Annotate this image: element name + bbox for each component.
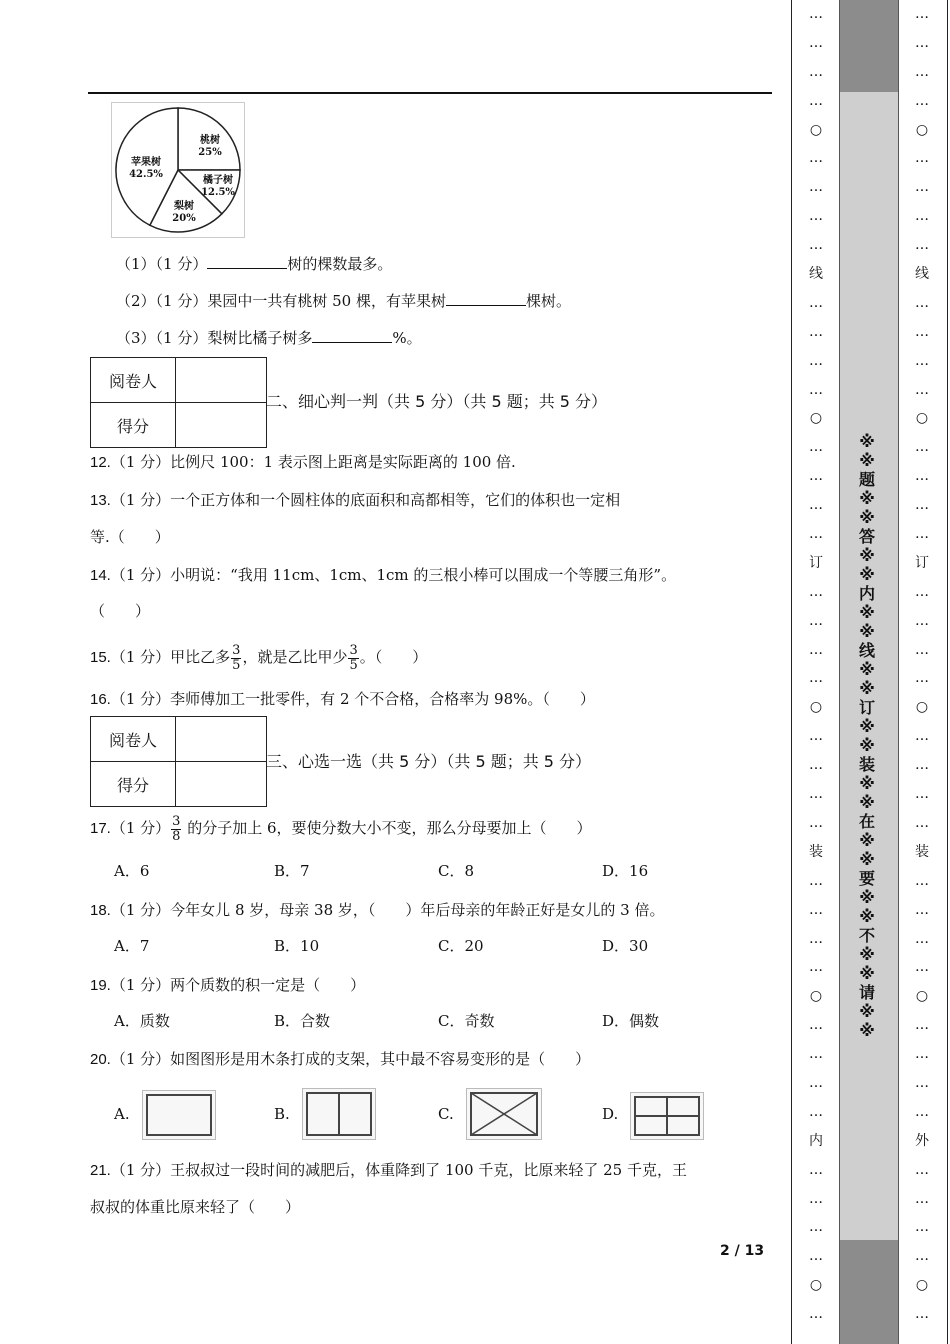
question-15-number: 15. (90, 649, 111, 666)
warning-char: ※ (859, 850, 875, 869)
binding-dots: … (809, 1190, 823, 1207)
binding-label: 外 (915, 1132, 929, 1149)
binding-dots: … (809, 526, 823, 543)
binding-circle-icon: ○ (915, 699, 929, 716)
pie-chart-frame (111, 102, 245, 238)
binding-dots: … (809, 34, 823, 51)
question-17 (90, 813, 592, 844)
question-20-number: 20. (90, 1051, 111, 1068)
margin-gray-top (839, 0, 899, 92)
frame-divided-rectangle-figure (302, 1088, 376, 1140)
binding-dots: … (809, 381, 823, 398)
warning-char: ※ (859, 660, 875, 679)
section3-title: 三、心选一选（共 5 分）（共 5 题；共 5 分） (266, 752, 592, 771)
question-20-text: （1 分）如图图形是用木条打成的支架，其中最不容易变形的是（ ） (110, 1050, 591, 1068)
binding-dots: … (915, 1074, 929, 1091)
margin-line-right (947, 0, 948, 1344)
binding-dots: … (915, 439, 929, 456)
question-21-cont: 叔叔的体重比原来轻了（ ） (90, 1198, 301, 1216)
warning-char: 线 (858, 641, 875, 660)
question-16-text: （1 分）李师傅加工一批零件，有 2 个不合格，合格率为 98%。（ ） (110, 690, 595, 708)
sub-question-3-suffix: %。 (392, 329, 422, 347)
binding-dots: … (915, 468, 929, 485)
question-20 (90, 1049, 590, 1070)
question-17-number: 17. (90, 820, 111, 837)
question-21-number: 21. (90, 1162, 111, 1179)
binding-dots: … (915, 1190, 929, 1207)
q20-option-b[interactable]: B. (274, 1105, 290, 1123)
fraction-numerator: 3 (172, 813, 181, 829)
q17-option-a[interactable]: A．6 (114, 862, 150, 880)
binding-circle-icon: ○ (809, 988, 823, 1005)
binding-dots: … (809, 1017, 823, 1034)
question-16 (90, 689, 595, 710)
binding-dots: … (915, 1219, 929, 1236)
pie-percent-4: 42.5% (129, 169, 163, 180)
question-13-cont: 等.（ ） (90, 528, 170, 546)
warning-char: ※ (859, 1021, 875, 1040)
binding-dots: … (915, 1248, 929, 1265)
warning-char: ※ (859, 964, 875, 983)
warning-char: ※ (859, 432, 875, 451)
question-15-text-c: 。（ ） (359, 648, 428, 666)
q18-option-d[interactable]: D．30 (602, 937, 649, 955)
question-14-number: 14. (90, 567, 111, 584)
reviewer-cell[interactable] (176, 358, 267, 403)
question-14 (90, 565, 676, 586)
answer-blank-3[interactable] (312, 328, 392, 343)
question-19-text: （1 分）两个质数的积一定是（ ） (110, 976, 366, 994)
binding-label: 装 (915, 843, 929, 860)
binding-dots: … (915, 323, 929, 340)
binding-dots: … (809, 786, 823, 803)
warning-char: 在 (858, 812, 875, 831)
warning-char: ※ (859, 888, 875, 907)
binding-dots: … (809, 1046, 823, 1063)
binding-dots: … (809, 294, 823, 311)
binding-dots: … (915, 814, 929, 831)
binding-dots: … (915, 381, 929, 398)
question-13-text: （1 分）一个正方体和一个圆柱体的底面积和高都相等，它们的体积也一定相 (110, 491, 621, 509)
question-17-text: 的分子加上 6，要使分数大小不变，那么分母要加上（ ） (187, 819, 592, 837)
binding-dots: … (809, 583, 823, 600)
sub-question-3 (116, 328, 422, 348)
binding-dots: … (915, 208, 929, 225)
pie-label-3: 梨树 (174, 201, 194, 212)
binding-dots: … (809, 439, 823, 456)
fraction-denominator: 8 (172, 828, 181, 844)
warning-char: ※ (859, 489, 875, 508)
q19-option-a[interactable]: A．质数 (114, 1012, 170, 1030)
question-15-text-b: ，就是乙比甲少 (242, 648, 348, 666)
warning-char: ※ (859, 565, 875, 584)
q19-option-b[interactable]: B．合数 (274, 1012, 331, 1030)
sub-question-1-suffix: 树的棵数最多。 (287, 255, 393, 273)
pie-label-1: 桃树 (200, 135, 220, 146)
binding-dots: … (915, 1103, 929, 1120)
question-13-number: 13. (90, 492, 111, 509)
binding-dots: … (809, 497, 823, 514)
score-cell[interactable] (176, 403, 267, 448)
binding-circle-icon: ○ (809, 121, 823, 138)
reviewer-cell[interactable] (176, 717, 267, 762)
binding-dots: … (915, 959, 929, 976)
binding-dots: … (915, 786, 929, 803)
binding-dots: … (915, 63, 929, 80)
binding-dots: … (915, 179, 929, 196)
binding-dots: … (915, 150, 929, 167)
warning-char: 不 (858, 926, 875, 945)
binding-dots: … (809, 179, 823, 196)
binding-dots: … (809, 6, 823, 22)
binding-label: 线 (809, 266, 823, 283)
binding-dots: … (915, 1306, 929, 1323)
binding-dots: … (915, 757, 929, 774)
margin-warning-text (852, 432, 882, 1040)
q17-option-b[interactable]: B．7 (274, 862, 310, 880)
question-14-cont: （ ） (90, 602, 151, 620)
answer-blank-2[interactable] (446, 291, 526, 306)
binding-label: 内 (809, 1132, 823, 1149)
binding-dots: … (809, 641, 823, 658)
binding-dots: … (915, 1017, 929, 1034)
margin-divider-right (898, 0, 899, 1344)
q19-option-c[interactable]: C．奇数 (438, 1012, 495, 1030)
binding-dots: … (915, 294, 929, 311)
warning-char: 请 (858, 983, 875, 1002)
binding-dots: … (915, 352, 929, 369)
section2-title: 二、细心判一判（共 5 分）（共 5 题；共 5 分） (266, 392, 608, 411)
score-cell[interactable] (176, 762, 267, 807)
question-14-text: （1 分）小明说：“我用 11cm、1cm、1cm 的三根小棒可以围成一个等腰三角形”。 (110, 566, 677, 584)
reviewer-label: 阅卷人 (91, 717, 176, 762)
outer-binding-column (912, 0, 932, 1329)
binding-label: 订 (809, 554, 823, 571)
warning-char: 题 (858, 470, 875, 489)
binding-circle-icon: ○ (809, 1277, 823, 1294)
q18-option-c[interactable]: C．20 (438, 937, 484, 955)
binding-dots: … (915, 670, 929, 687)
binding-dots: … (809, 757, 823, 774)
binding-dots: … (915, 6, 929, 22)
binding-dots: … (915, 237, 929, 254)
q18-option-b[interactable]: B．10 (274, 937, 320, 955)
sub-question-1-prefix: （1）（1 分） (116, 255, 208, 273)
binding-dots: … (809, 150, 823, 167)
binding-dots: … (915, 583, 929, 600)
binding-dots: … (809, 1161, 823, 1178)
warning-char: ※ (859, 1002, 875, 1021)
binding-dots: … (915, 930, 929, 947)
fraction-numerator: 3 (349, 642, 358, 658)
sub-question-2-prefix: （2）（1 分）果园中一共有桃树 50 棵，有苹果树 (116, 292, 446, 310)
pie-percent-3: 20% (172, 213, 196, 224)
warning-char: ※ (859, 622, 875, 641)
question-18 (90, 900, 664, 921)
fraction-denominator: 5 (232, 657, 241, 673)
binding-dots: … (809, 1103, 823, 1120)
warning-char: ※ (859, 774, 875, 793)
binding-dots: … (915, 1161, 929, 1178)
question-12-number: 12. (90, 454, 111, 471)
warning-char: ※ (859, 717, 875, 736)
margin-divider-left (839, 0, 840, 1344)
binding-dots: … (915, 728, 929, 745)
warning-char: ※ (859, 907, 875, 926)
binding-circle-icon: ○ (809, 410, 823, 427)
pie-chart (112, 103, 244, 237)
binding-dots: … (915, 34, 929, 51)
binding-dots: … (809, 728, 823, 745)
question-18-text: （1 分）今年女儿 8 岁，母亲 38 岁，（ ）年后母亲的年龄正好是女儿的 3 倍。 (110, 901, 665, 919)
page-number: 2 / 13 (720, 1243, 765, 1259)
q19-option-d[interactable]: D．偶数 (602, 1012, 660, 1030)
binding-label: 订 (915, 554, 929, 571)
warning-char: ※ (859, 793, 875, 812)
binding-dots: … (915, 872, 929, 889)
warning-char: 内 (858, 584, 875, 603)
pie-label-2: 橘子树 (203, 175, 233, 186)
question-19 (90, 975, 365, 996)
binding-dots: … (915, 612, 929, 629)
question-12-text: （1 分）比例尺 100：1 表示图上距离是实际距离的 100 倍. (110, 453, 516, 471)
reviewer-label: 阅卷人 (91, 358, 176, 403)
q17-option-d[interactable]: D．16 (602, 862, 649, 880)
fraction-three-fifths (231, 644, 241, 673)
binding-dots: … (915, 901, 929, 918)
fraction-denominator: 5 (349, 657, 358, 673)
question-13 (90, 490, 620, 511)
warning-char: 要 (858, 869, 875, 888)
binding-circle-icon: ○ (915, 988, 929, 1005)
sub-question-2 (116, 291, 571, 311)
warning-char: ※ (859, 736, 875, 755)
question-19-number: 19. (90, 977, 111, 994)
binding-dots: … (809, 237, 823, 254)
score-label: 得分 (91, 762, 176, 807)
binding-dots: … (809, 872, 823, 889)
sub-question-2-suffix: 棵树。 (525, 292, 571, 310)
pie-percent-1: 25% (198, 147, 222, 158)
binding-dots: … (809, 959, 823, 976)
question-17-pre: （1 分） (110, 819, 171, 837)
warning-char: ※ (859, 603, 875, 622)
warning-char: ※ (859, 679, 875, 698)
question-18-number: 18. (90, 902, 111, 919)
question-15-text-a: （1 分）甲比乙多 (110, 648, 231, 666)
binding-dots: … (809, 208, 823, 225)
q20-option-d[interactable]: D. (602, 1105, 619, 1123)
binding-dots: … (809, 1248, 823, 1265)
frame-cross-braced-figure (466, 1088, 542, 1140)
fraction-numerator: 3 (232, 642, 241, 658)
binding-dots: … (809, 63, 823, 80)
warning-char: ※ (859, 451, 875, 470)
answer-blank-1[interactable] (207, 254, 287, 269)
fraction-three-eighths (171, 815, 181, 844)
binding-dots: … (915, 641, 929, 658)
margin-line-left (791, 0, 792, 1344)
header-rule (88, 92, 772, 94)
binding-dots: … (809, 814, 823, 831)
warning-char: 订 (858, 698, 875, 717)
binding-label: 装 (809, 843, 823, 860)
binding-dots: … (809, 1219, 823, 1236)
question-12 (90, 452, 516, 473)
warning-char: 装 (858, 755, 875, 774)
binding-dots: … (809, 901, 823, 918)
inner-binding-column (806, 0, 826, 1329)
question-15 (90, 642, 427, 673)
binding-dots: … (809, 1074, 823, 1091)
binding-label: 线 (915, 266, 929, 283)
binding-dots: … (809, 612, 823, 629)
warning-char: ※ (859, 508, 875, 527)
q18-option-a[interactable]: A．7 (114, 937, 150, 955)
score-table-section3 (90, 716, 267, 807)
question-21 (90, 1160, 687, 1181)
q20-option-a[interactable]: A. (114, 1105, 130, 1123)
binding-circle-icon: ○ (915, 1277, 929, 1294)
binding-dots: … (809, 323, 823, 340)
binding-dots: … (809, 670, 823, 687)
q17-option-c[interactable]: C．8 (438, 862, 475, 880)
binding-circle-icon: ○ (915, 410, 929, 427)
binding-dots: … (915, 526, 929, 543)
binding-dots: … (809, 930, 823, 947)
question-16-number: 16. (90, 691, 111, 708)
binding-dots: … (809, 92, 823, 109)
score-table-section2 (90, 357, 267, 448)
pie-label-4: 苹果树 (131, 157, 161, 168)
binding-dots: … (915, 1046, 929, 1063)
sub-question-1 (116, 254, 392, 274)
question-21-text: （1 分）王叔叔过一段时间的减肥后，体重降到了 100 千克，比原来轻了 25 千克，王 (110, 1161, 687, 1179)
binding-dots: … (809, 352, 823, 369)
warning-char: ※ (859, 546, 875, 565)
pie-percent-2: 12.5% (201, 187, 235, 198)
frame-grid-rectangle-figure (630, 1092, 704, 1140)
q20-option-c[interactable]: C. (438, 1105, 454, 1123)
frame-rectangle-figure (142, 1090, 216, 1140)
binding-circle-icon: ○ (915, 121, 929, 138)
score-label: 得分 (91, 403, 176, 448)
binding-dots: … (809, 1306, 823, 1323)
fraction-three-fifths-2 (348, 644, 358, 673)
binding-dots: … (915, 92, 929, 109)
binding-circle-icon: ○ (809, 699, 823, 716)
warning-char: ※ (859, 945, 875, 964)
margin-gray-bottom (839, 1240, 899, 1344)
binding-dots: … (809, 468, 823, 485)
binding-dots: … (915, 497, 929, 514)
warning-char: 答 (858, 527, 875, 546)
warning-char: ※ (859, 831, 875, 850)
sub-question-3-prefix: （3）（1 分）梨树比橘子树多 (116, 329, 313, 347)
